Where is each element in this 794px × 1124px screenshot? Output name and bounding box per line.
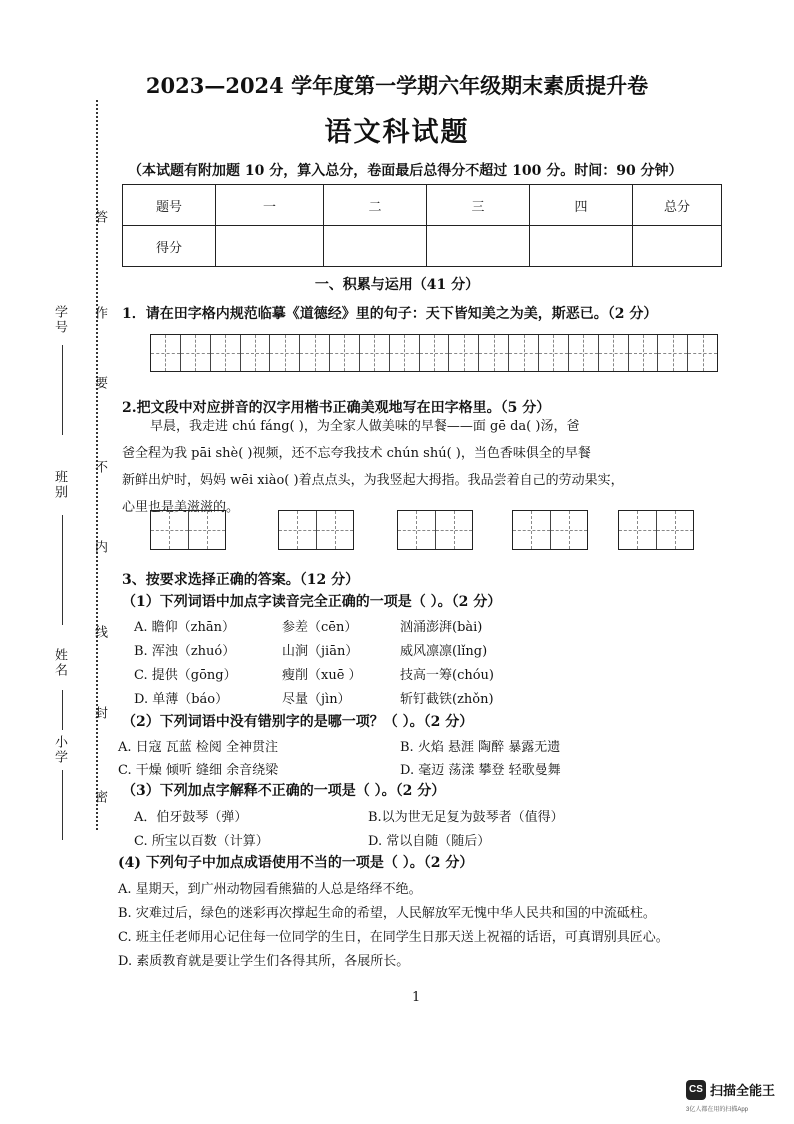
seal-char: 要: [92, 376, 107, 391]
q3-1-option: 威风凛凛(lǐng): [400, 644, 488, 659]
question-1: 1．请在田字格内规范临摹《道德经》里的句子：天下皆知美之为美，斯恶已。（2 分）: [122, 306, 658, 322]
q3-2-option: B. 火焰 悬涯 陶醉 暴露无遗: [400, 740, 561, 755]
score-cell[interactable]: [324, 226, 427, 267]
tianzige-cell[interactable]: [360, 335, 390, 371]
tianzige-cell[interactable]: [629, 335, 659, 371]
seal-char: 密: [92, 790, 107, 805]
field-line: [62, 770, 63, 840]
tianzige-cell[interactable]: [390, 335, 420, 371]
q3-4-option: B. 灾难过后，绿色的迷彩再次撑起生命的希望，人民解放军无愧中华人民共和国的中流砥柱。: [118, 906, 656, 921]
score-header: 总分: [633, 185, 722, 226]
q3-1-option: 参差（cēn）: [282, 620, 358, 635]
q3-3-option: A．伯牙鼓琴（弹）: [134, 810, 248, 825]
q3-2-option: C. 干燥 倾听 缝细 余音绕梁: [118, 763, 279, 778]
tianzige-cell[interactable]: [449, 335, 479, 371]
field-line: [62, 690, 63, 730]
score-header: 四: [530, 185, 633, 226]
score-row-label: 得分: [123, 226, 216, 267]
scanner-tagline: 3亿人都在用的扫描App: [686, 1107, 749, 1113]
tianzige-cell[interactable]: [599, 335, 629, 371]
q3-1-option: A. 瞻仰（zhān）: [134, 620, 235, 635]
tianzige-cell[interactable]: [479, 335, 509, 371]
score-cell[interactable]: [633, 226, 722, 267]
q3-1-option: 斩钉截铁(zhǒn): [400, 692, 494, 707]
field-class: 班别: [52, 470, 67, 500]
q3-1-option: D. 单薄（báo）: [134, 692, 229, 707]
seal-char: 线: [92, 625, 107, 640]
tianzige-grid-q1[interactable]: [150, 334, 718, 372]
tianzige-cell[interactable]: [181, 335, 211, 371]
section-title: 一、积累与运用（41 分）: [314, 277, 480, 293]
q3-3-option: B.以为世无足复为鼓琴者（值得）: [368, 810, 564, 825]
score-header: 三: [427, 185, 530, 226]
score-cell[interactable]: [216, 226, 324, 267]
q3-1-option: 山涧（jiān）: [282, 644, 359, 659]
tianzige-grid-q2[interactable]: [278, 510, 354, 550]
q3-2-option: D. 毫迈 荡漾 攀登 轻歌曼舞: [400, 763, 561, 778]
field-name: 姓名: [52, 648, 67, 678]
q3-1-option: 技高一筹(chóu): [400, 668, 494, 683]
exam-title: 2023—2024 学年度第一学期六年级期末素质提升卷: [145, 73, 649, 98]
tianzige-cell[interactable]: [300, 335, 330, 371]
tianzige-grid-q2[interactable]: [512, 510, 588, 550]
q3-1-option: C. 提供（gōng）: [134, 668, 237, 683]
scanner-logo-icon: CS: [686, 1080, 706, 1100]
exam-note: （本试题有附加题 10 分，算入总分，卷面最后总得分不超过 100 分。时间：90 分钟）: [128, 163, 683, 179]
score-cell[interactable]: [530, 226, 633, 267]
score-header: 一: [216, 185, 324, 226]
page-number: 1: [412, 990, 421, 1005]
q3-1-option: 瘦削（xuē ）: [282, 668, 362, 683]
tianzige-grid-q2[interactable]: [150, 510, 226, 550]
tianzige-grid-q2[interactable]: [397, 510, 473, 550]
field-school: 小学: [52, 735, 67, 765]
tianzige-cell[interactable]: [270, 335, 300, 371]
scanner-brand: 扫描全能王: [710, 1083, 776, 1098]
q3-4-option: A. 星期天，到广州动物园看熊猫的人总是络绎不绝。: [118, 882, 422, 897]
tianzige-cell[interactable]: [330, 335, 360, 371]
q3-2-stem: （2）下列词语中没有错别字的是哪一项？（ ）。（2 分）: [122, 714, 474, 730]
tianzige-cell[interactable]: [509, 335, 539, 371]
tianzige-cell[interactable]: [658, 335, 688, 371]
q3-1-option: 尽量（jìn）: [282, 692, 351, 707]
q3-3-option: C. 所宝以百数（计算）: [134, 834, 269, 849]
seal-char: 答: [92, 210, 107, 225]
q2-line: 爸全程为我 pāi shè( )视频，还不忘夸我技术 chún shú( )，当色香味俱全的早餐: [122, 446, 591, 461]
exam-subtitle: 语文科试题: [324, 117, 470, 148]
tianzige-cell[interactable]: [151, 335, 181, 371]
tianzige-cell[interactable]: [539, 335, 569, 371]
q3-4-stem: (4) 下列句子中加点成语使用不当的一项是（ ）。（2 分）: [118, 855, 474, 871]
tianzige-cell[interactable]: [420, 335, 450, 371]
tianzige-grid-q2[interactable]: [618, 510, 694, 550]
q2-line: 新鲜出炉时，妈妈 wēi xiào( )着点点头，为我竖起大拇指。我品尝着自己的劳动果实，: [122, 473, 624, 488]
q3-1-option: 汹涌澎湃(bài): [400, 620, 483, 635]
tianzige-cell[interactable]: [241, 335, 271, 371]
seal-char: 作: [92, 306, 107, 321]
q3-2-option: A. 日寇 瓦蓝 检阅 全神贯注: [118, 740, 279, 755]
q3-4-option: C. 班主任老师用心记住每一位同学的生日，在同学生日那天送上祝福的话语，可真谓别具匠心。: [118, 930, 669, 945]
q2-line: 心里也是美滋滋的。: [122, 500, 240, 515]
seal-char: 封: [92, 706, 107, 721]
q3-3-stem: （3）下列加点字解释不正确的一项是（ ）。（2 分）: [122, 783, 446, 799]
field-line: [62, 345, 63, 435]
tianzige-cell[interactable]: [211, 335, 241, 371]
q3-3-option: D. 常以自随（随后）: [368, 834, 491, 849]
field-line: [62, 515, 63, 625]
q3-4-option: D. 素质教育就是要让学生们各得其所，各展所长。: [118, 954, 410, 969]
seal-char: 内: [92, 540, 107, 555]
tianzige-cell[interactable]: [569, 335, 599, 371]
score-table: [122, 184, 722, 267]
question-3: 3、按要求选择正确的答案。（12 分）: [122, 572, 360, 588]
score-cell[interactable]: [427, 226, 530, 267]
q3-1-stem: （1）下列词语中加点字读音完全正确的一项是（ ）。（2 分）: [122, 594, 502, 610]
field-student-number: 学号: [52, 305, 67, 335]
q2-line: 早晨，我走进 chú fáng( )，为全家人做美味的早餐——面 gē da( )汤，爸: [150, 419, 580, 434]
seal-char: 不: [92, 460, 107, 475]
question-2: 2.把文段中对应拼音的汉字用楷书正确美观地写在田字格里。（5 分）: [122, 400, 551, 416]
tianzige-cell[interactable]: [688, 335, 717, 371]
score-header: 二: [324, 185, 427, 226]
score-header: 题号: [123, 185, 216, 226]
q3-1-option: B. 浑浊（zhuó）: [134, 644, 236, 659]
